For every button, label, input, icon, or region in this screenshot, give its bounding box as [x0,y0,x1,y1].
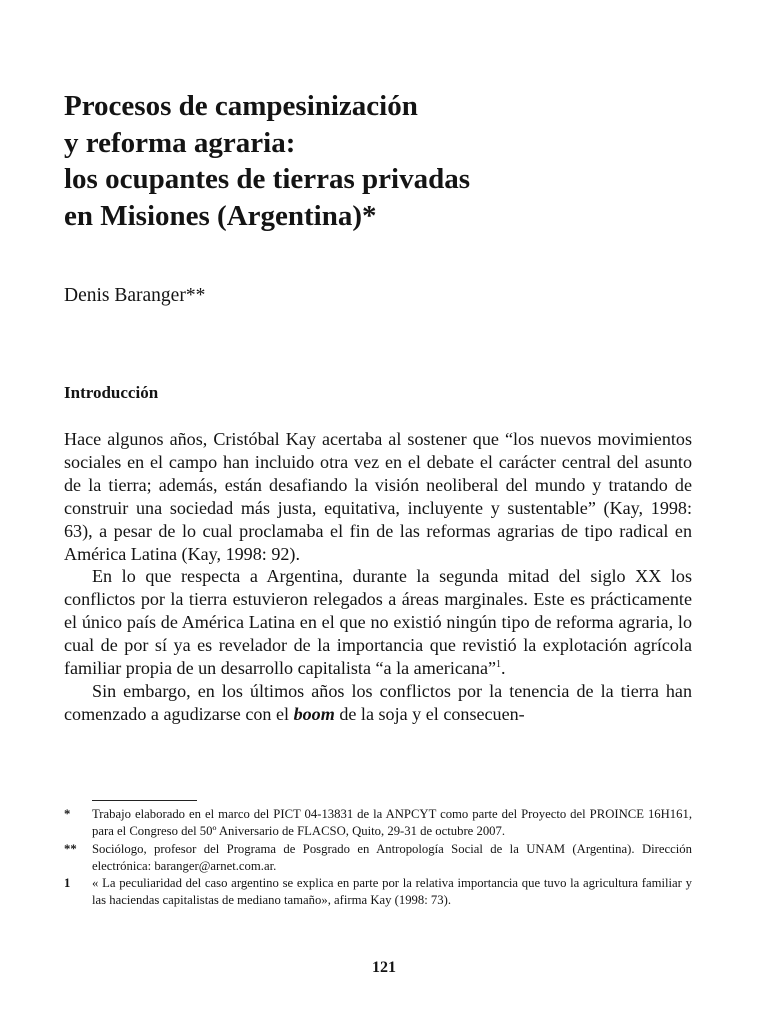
footnote-divider [92,800,197,801]
footnotes [64,806,692,910]
article-title [64,88,704,234]
paragraph-1: Hace algunos años, Cristóbal Kay acertaba al sostener que “los nuevos movimientos sociales en el campo han incluido otra vez en el debate el carácter central del asunto de la tierra; además, están desafiando la visión neoliberal del mundo y tratando de construir una sociedad más justa, equitativa, incluyente y sustentable” (Kay, 1998: 63), a pesar de lo cual proclamaba el fin de las reformas agrarias de tipo radical en América Latina (Kay, 1998: 92). [64,429,692,564]
footnote-item [64,841,692,876]
paragraph-3-end: de la soja y el consecuen- [334,703,525,724]
paragraph-3-text: Sin embargo, en los últimos años los conflictos por la tenencia de la tierra han comenzado a agudizarse con el [64,680,692,724]
footnote-mark: 1 [64,876,71,891]
title-line: en Misiones (Argentina)* [64,199,377,232]
paragraph-2-text: En lo que respecta a Argentina, durante la segunda mitad del siglo XX los conflictos por la tierra estuvieron relegados a áreas marginales. Este es prácticamente el único país de América Latina en el que no existió ningún tipo de reforma agraria, lo cual de por sí ya es revelador de la importancia que revistió la explotación agrícola familiar propia de un desarrollo capitalista “a la americana” [64,566,692,679]
footnote-text: Trabajo elaborado en el marco del PICT 04-13831 de la ANPCYT como parte del Proyecto del PROINCE 16H161, para el Congreso del 50º Aniversario de FLACSO, Quito, 29-31 de octubre 2007. [92,807,692,839]
title-line: y reforma agraria: [64,126,296,159]
body-text [64,428,692,726]
section-heading: Introducción [64,383,159,402]
emphasized-term: boom [293,703,335,724]
page-number: 121 [372,959,396,976]
title-line: los ocupantes de tierras privadas [64,163,470,195]
author-name: Denis Baranger** [64,285,206,306]
footnote-item [64,806,692,841]
footnote-ref-1: 1 [496,659,502,671]
paragraph-2 [64,565,692,680]
footnote-mark: ** [64,841,77,856]
footnote-text: Sociólogo, profesor del Programa de Posgrado en Antropología Social de la UNAM (Argentina). Dirección electrónica: baranger@arnet.com.ar. [92,841,692,873]
title-line: Procesos de campesinización [64,90,418,122]
paragraph-2-end: . [501,658,506,679]
footnote-mark: * [64,807,71,821]
paragraph-3 [64,680,692,726]
footnote-item [64,875,692,910]
footnote-text: « La peculiaridad del caso argentino se explica en parte por la relativa importancia que tuvo la agricultura familiar y las haciendas capitalistas de mediano tamaño», afirma Kay (1998: 73). [92,876,692,908]
